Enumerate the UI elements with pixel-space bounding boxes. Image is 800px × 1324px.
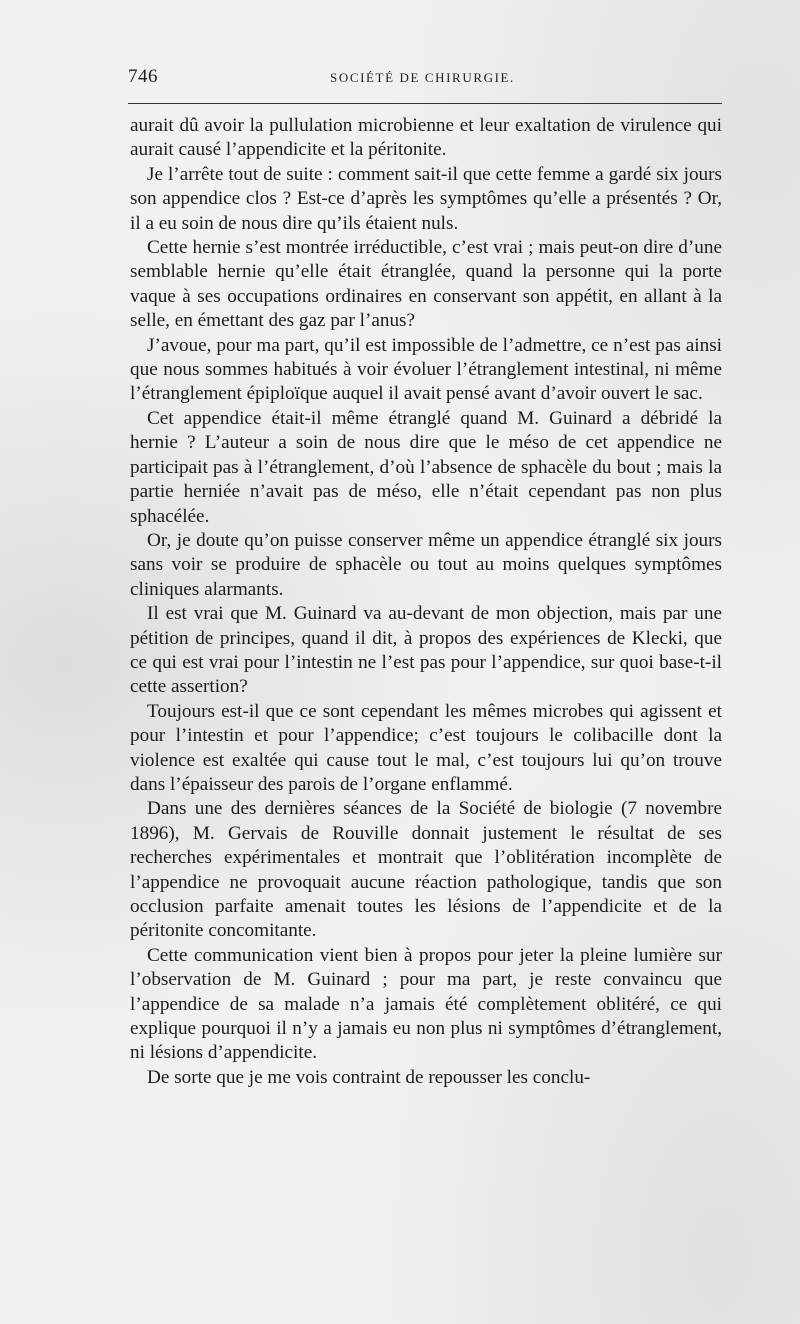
paragraph: J’avoue, pour ma part, qu’il est impossible de l’admettre, ce n’est pas ainsi que nous sommes habitués à voir évoluer l’étranglement intestinal, ni même l’étranglement épiploïque auquel il avait pensé avant d’avoir ouvert le sac. <box>130 334 722 405</box>
page-number: 746 <box>128 66 158 87</box>
paragraph: De sorte que je me vois contraint de repousser les conclu- <box>147 1066 591 1088</box>
body-text <box>130 114 722 1090</box>
paragraph: Dans une des dernières séances de la Société de biologie (7 novembre 1896), M. Gervais de Rouville donnait justement le résultat de ses recherches expérimentales et montrait que l’oblitération incomplète de l’appendice ne provoquait aucune réaction pathologique, tandis que son occlusion parfaite amenait toutes les lésions de l’appendicite et de la péritonite concomitante. <box>130 798 722 942</box>
paragraph: Toujours est-il que ce sont cependant les mêmes microbes qui agissent et pour l’intestin et pour l’appendice; c’est toujours le colibacille dont la violence est exaltée qui cause tout le mal, c’est toujours lui qu’on trouve dans l’épaisseur des parois de l’organe enflammé. <box>130 700 722 795</box>
paragraph: Or, je doute qu’on puisse conserver même un appendice étranglé six jours sans voir se produire de sphacèle ou tout au moins quelques symptômes cliniques alarmants. <box>130 529 722 600</box>
paragraph: Il est vrai que M. Guinard va au-devant de mon objection, mais par une pétition de principes, quand il dit, à propos des expériences de Klecki, que ce qui est vrai pour l’intestin ne l’est pas pour l’appendice, sur quoi base-t-il cette assertion? <box>130 603 722 698</box>
paragraph: aurait dû avoir la pullulation microbienne et leur exaltation de virulence qui aurait causé l’appendicite et la péritonite. <box>130 115 722 161</box>
paragraph: Je l’arrête tout de suite : comment sait-il que cette femme a gardé six jours son appendice clos ? Est-ce d’après les symptômes qu’elle a présentés ? Or, il a eu soin de nous dire qu’ils étaient nuls. <box>130 163 722 234</box>
header-rule <box>128 103 722 104</box>
running-head: SOCIÉTÉ DE CHIRURGIE. <box>330 70 515 85</box>
paragraph: Cette communication vient bien à propos pour jeter la pleine lumière sur l’observation de M. Guinard ; pour ma part, je reste convaincu que l’appendice de sa malade n’a jamais été complètement oblitéré, ce qui explique pourquoi il n’y a jamais eu non plus ni symptômes d’étranglement, ni lésions d’appendicite. <box>130 944 722 1064</box>
paragraph: Cet appendice était-il même étranglé quand M. Guinard a débridé la hernie ? L’auteur a soin de nous dire que le méso de cet appendice ne participait pas à l’étranglement, d’où l’absence de sphacèle du bout ; mais la partie herniée n’avait pas de méso, elle n’était cependant pas non plus sphacélée. <box>130 407 722 527</box>
page-header <box>128 66 722 96</box>
paragraph: Cette hernie s’est montrée irréductible, c’est vrai ; mais peut-on dire d’une semblable hernie qu’elle était étranglée, quand la personne qui la porte vaque à ses occupations ordinaires en conservant son appétit, en allant à la selle, en émettant des gaz par l’anus? <box>130 237 722 332</box>
